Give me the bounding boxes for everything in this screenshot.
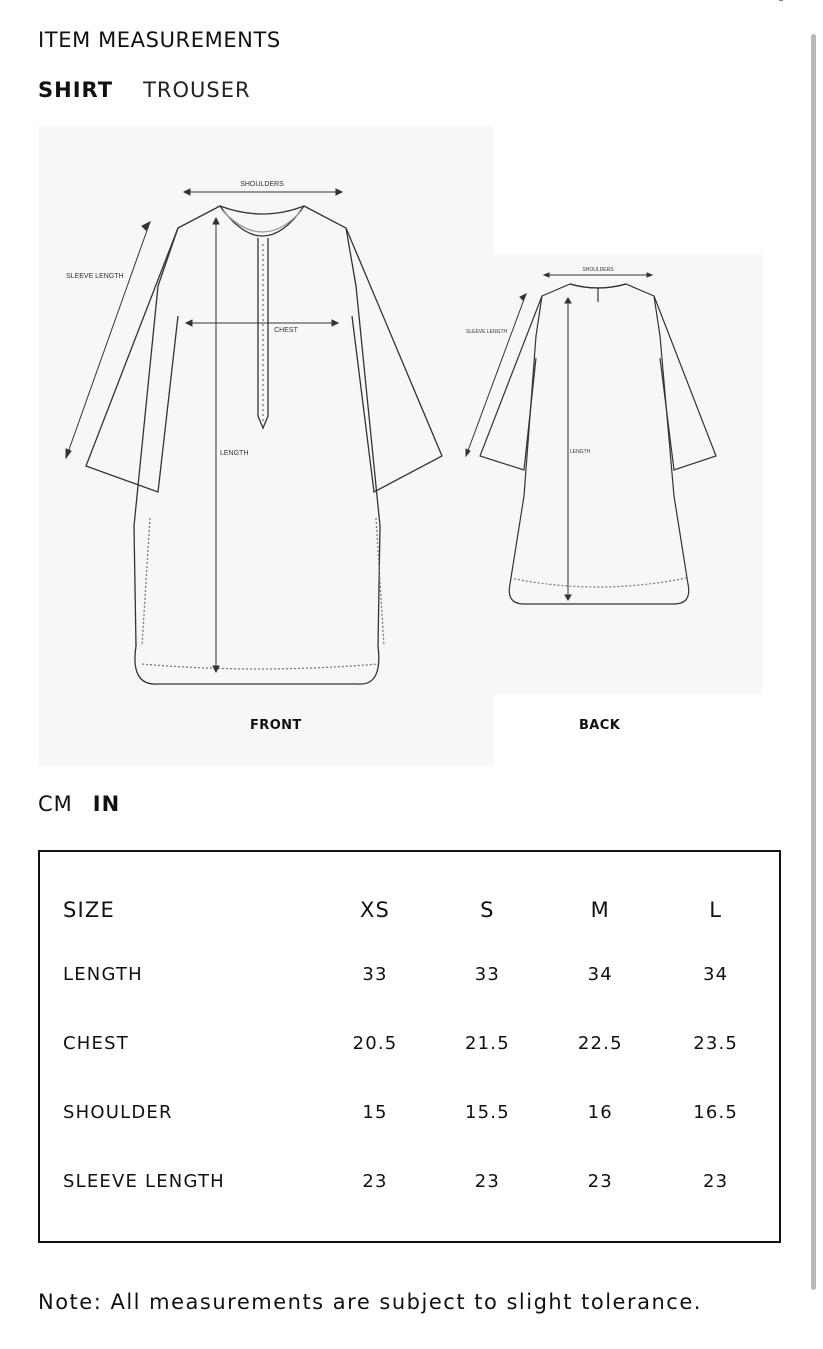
- garment-tabs: [38, 78, 251, 102]
- table-cell: 22.5: [577, 1033, 623, 1054]
- front-sleeve-length-label: SLEEVE LENGTH: [66, 273, 124, 280]
- column-header: SIZE: [63, 898, 115, 922]
- table-cell: 20.5: [352, 1033, 398, 1054]
- garment-illustration: [38, 126, 763, 766]
- column-header: XS: [359, 898, 391, 922]
- size-table: [63, 880, 779, 1216]
- front-chest-label: CHEST: [274, 327, 298, 334]
- table-row: [63, 1009, 779, 1078]
- table-cell: 33: [362, 964, 388, 985]
- unit-toggle: [38, 792, 120, 816]
- column-header: M: [590, 898, 610, 922]
- table-cell: 16.5: [693, 1102, 739, 1123]
- close-icon[interactable]: [767, 0, 795, 8]
- front-shoulders-label: SHOULDERS: [240, 181, 284, 188]
- front-label: FRONT: [250, 718, 302, 733]
- table-cell: 15.5: [464, 1102, 510, 1123]
- unit-in[interactable]: IN: [92, 792, 121, 816]
- table-row: [63, 1147, 779, 1216]
- row-label: LENGTH: [63, 964, 143, 985]
- back-label: BACK: [579, 718, 621, 733]
- table-cell: 15: [362, 1102, 388, 1123]
- tab-trouser[interactable]: TROUSER: [143, 78, 251, 102]
- tolerance-note: Note: All measurements are subject to slight tolerance.: [38, 1290, 702, 1314]
- table-cell: 23.5: [693, 1033, 739, 1054]
- tab-shirt[interactable]: SHIRT: [38, 78, 114, 102]
- table-cell: 33: [474, 964, 501, 985]
- unit-cm[interactable]: CM: [38, 792, 73, 816]
- back-length-label: LENGTH: [570, 449, 591, 455]
- table-cell: 23: [474, 1171, 501, 1192]
- column-header: S: [480, 898, 495, 922]
- table-row: [63, 1078, 779, 1147]
- table-cell: 16: [587, 1102, 613, 1123]
- row-label: SLEEVE LENGTH: [63, 1171, 225, 1192]
- page-title: ITEM MEASUREMENTS: [38, 28, 281, 52]
- column-header: L: [709, 898, 723, 922]
- back-shoulders-label: SHOULDERS: [582, 267, 614, 273]
- table-cell: 34: [702, 964, 729, 985]
- row-label: SHOULDER: [63, 1102, 173, 1123]
- row-label: CHEST: [63, 1033, 129, 1054]
- table-row: [63, 940, 779, 1009]
- measurement-diagram: [38, 126, 763, 766]
- back-sleeve-length-label: SLEEVE LENGTH: [466, 329, 508, 335]
- table-cell: 23: [587, 1171, 613, 1192]
- table-cell: 21.5: [464, 1033, 510, 1054]
- size-chart: [38, 850, 781, 1243]
- table-header-row: [63, 880, 779, 940]
- table-cell: 34: [587, 964, 613, 985]
- table-cell: 23: [362, 1171, 388, 1192]
- front-length-label: LENGTH: [220, 450, 249, 457]
- scrollbar[interactable]: [811, 34, 816, 1290]
- table-cell: 23: [702, 1171, 729, 1192]
